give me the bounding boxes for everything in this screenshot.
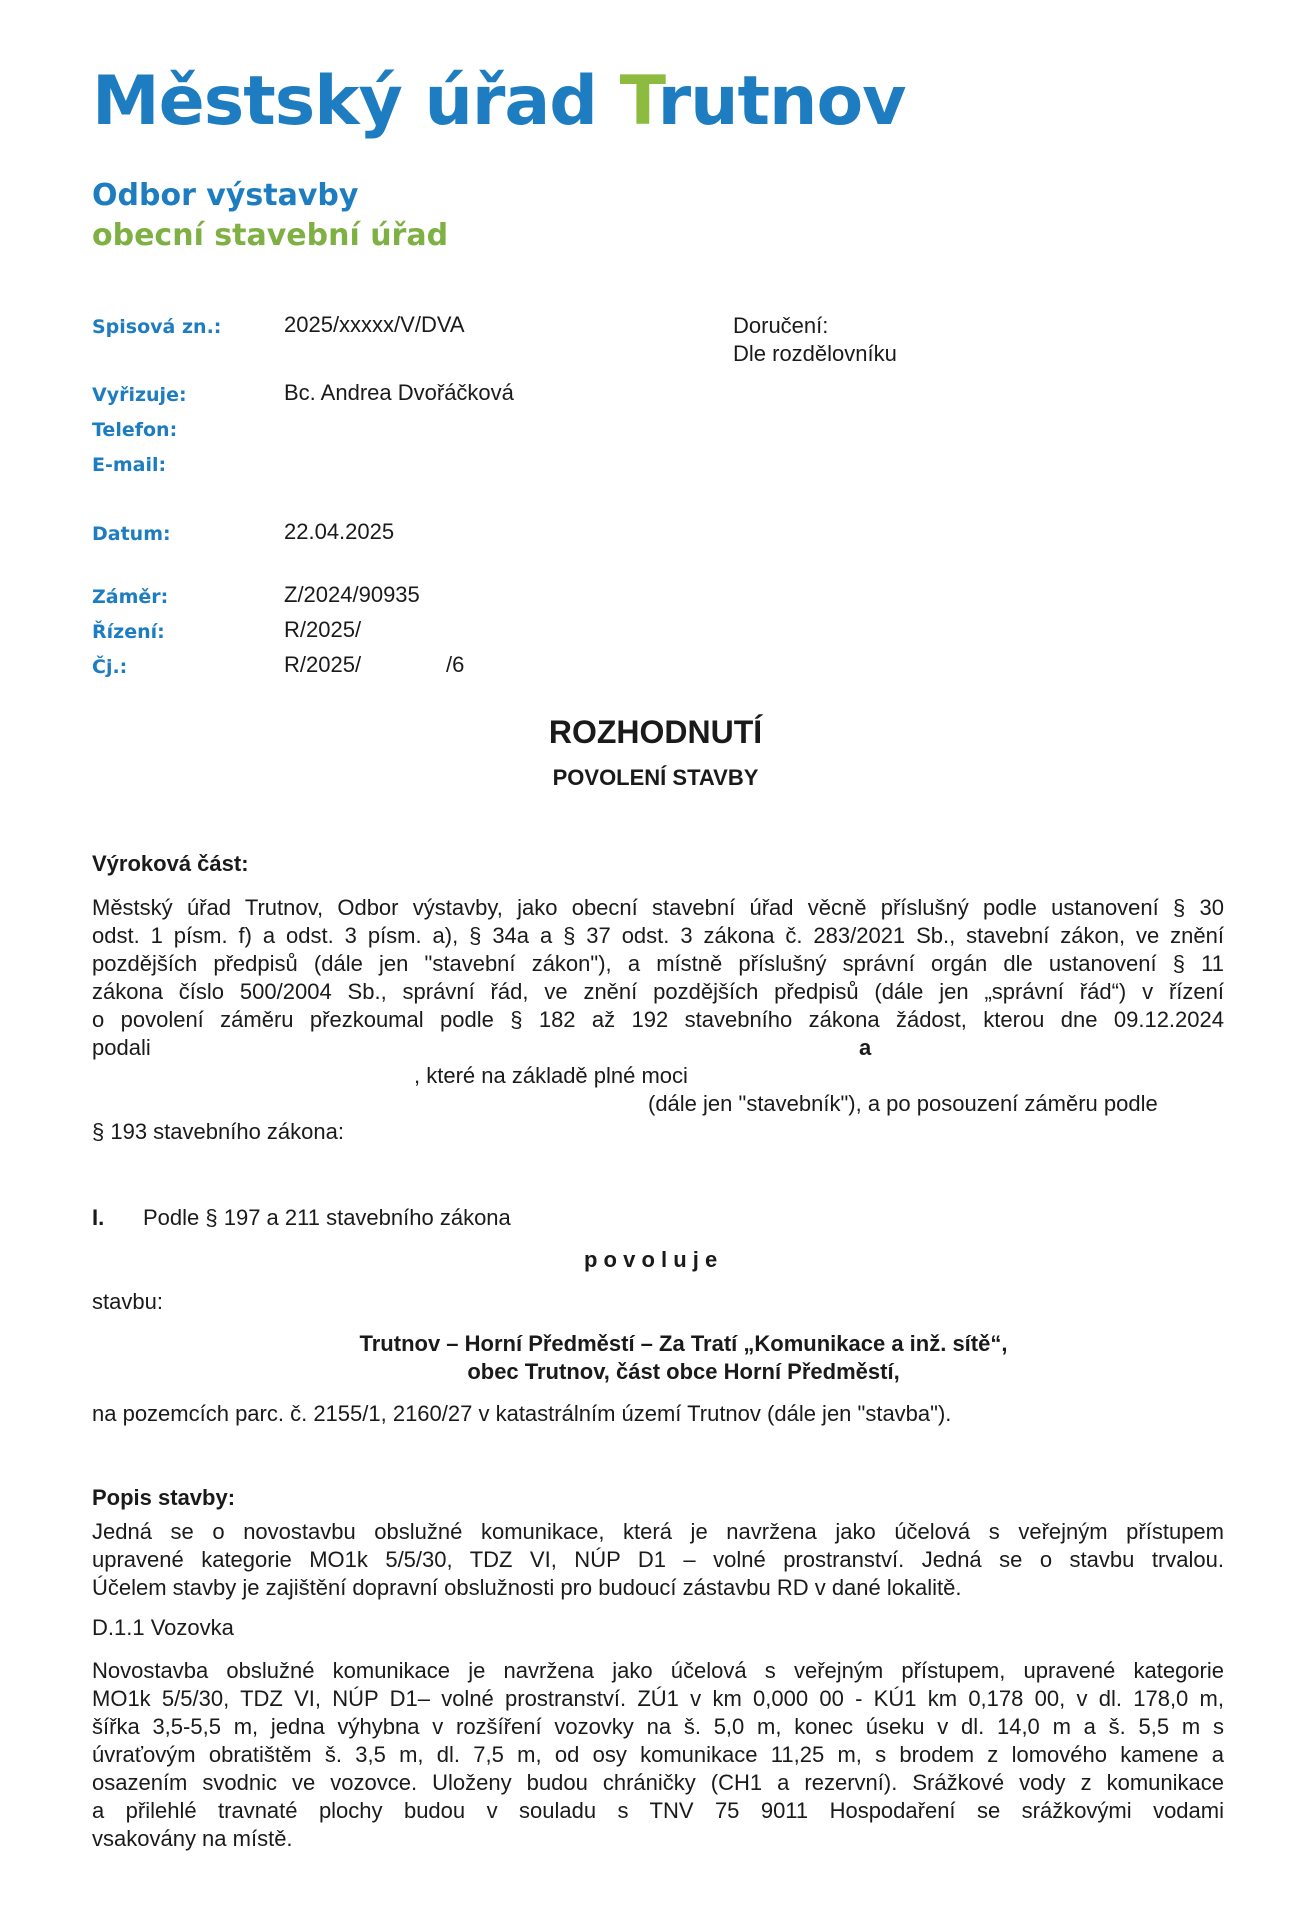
file-number-value: 2025/xxxxx/V/DVA — [284, 312, 465, 337]
document-title: ROZHODNUTÍ — [548, 714, 763, 750]
delivery-block — [733, 312, 897, 368]
delivery-value: Dle rozdělovníku — [733, 341, 897, 366]
verdict-line: Městský úřad Trutnov, Odbor výstavby, jako obecní stavební úřad věcně příslušný podle ustanovení § 30 — [92, 895, 1224, 920]
logo-text-main: Městský úřad — [92, 62, 620, 141]
logo-letter-t: T — [619, 62, 658, 141]
reference-value: R/2025/ — [284, 652, 362, 677]
department-name: Odbor výstavby — [92, 178, 359, 213]
section-number: I. — [92, 1205, 105, 1230]
verdict-line: o povolení záměru přezkoumal podle § 182 až 192 stavebního zákona žádost, kterou dne 09.12.2024 — [92, 1007, 1224, 1032]
verdict-paragraph — [92, 894, 1224, 1034]
verdict-line: zákona číslo 500/2004 Sb., správní řád, ve znění pozdějších předpisů (dále jen „správní řád“) v řízení — [92, 979, 1224, 1004]
description-heading: Popis stavby: — [92, 1485, 236, 1510]
subdepartment-name: obecní stavební úřad — [92, 218, 449, 253]
description-line: MO1k 5/5/30, TDZ VI, NÚP D1– volné prostranství. ZÚ1 v km 0,000 00 - KÚ1 km 0,178 00, v dl. 178,0 m, — [92, 1686, 1224, 1711]
phone-label: Telefon: — [92, 419, 178, 441]
reference-suffix: /6 — [446, 652, 465, 677]
intent-label: Záměr: — [92, 586, 169, 608]
description-line: upravené kategorie MO1k 5/5/30, TDZ VI, NÚP D1 – volné prostranství. Jedná se o stavbu trvalou. — [92, 1547, 1224, 1572]
handler-label: Vyřizuje: — [92, 384, 187, 406]
description-line: úvraťovým obratištěm š. 3,5 m, dl. 7,5 m, od osy komunikace 11,25 m, s brodem z lomového kamene a — [92, 1742, 1224, 1767]
email-label: E-mail: — [92, 454, 167, 476]
verdict-a: a — [859, 1035, 872, 1060]
proceeding-label: Řízení: — [92, 621, 165, 643]
verdict-heading: Výroková část: — [92, 851, 249, 876]
description-line: vsakovány na místě. — [92, 1826, 293, 1851]
verdict-last-line: § 193 stavebního zákona: — [92, 1119, 344, 1144]
file-number-label: Spisová zn.: — [92, 316, 222, 338]
description-line: osazením svodnic ve vozovce. Uloženy budou chráničky (CH1 a rezervní). Srážkové vody z komunikace — [92, 1770, 1224, 1795]
section-text: Podle § 197 a 211 stavebního zákona — [143, 1205, 511, 1230]
description-line: a přilehlé travnaté plochy budou v souladu s TNV 75 9011 Hospodaření se srážkovými vodami — [92, 1798, 1224, 1823]
parcels-text: na pozemcích parc. č. 2155/1, 2160/27 v katastrálním území Trutnov (dále jen "stavba"). — [92, 1401, 952, 1426]
date-label: Datum: — [92, 523, 171, 545]
subsection-heading: D.1.1 Vozovka — [92, 1615, 234, 1640]
description-line: Novostavba obslužné komunikace je navržena jako účelová s veřejným přístupem, upravené kategorie — [92, 1658, 1224, 1683]
description-line: Účelem stavby je zajištění dopravní obslužnosti pro budoucí zástavbu RD v dané lokalitě. — [92, 1575, 962, 1600]
building-label: stavbu: — [92, 1289, 163, 1314]
handler-value: Bc. Andrea Dvořáčková — [284, 380, 514, 405]
description-line: šířka 3,5-5,5 m, jedna výhybna v rozšíření vozovky na š. 5,0 m, konec úseku v dl. 14,0 m a š. 5,5 m s — [92, 1714, 1224, 1739]
verdict-podali: podali — [92, 1035, 151, 1060]
description-paragraph-2 — [92, 1657, 1224, 1853]
verdict-line: pozdějších předpisů (dále jen "stavební zákon"), a místně příslušný správní orgán dle ustanovení § 11 — [92, 951, 1224, 976]
department-header — [92, 176, 448, 256]
description-line: Jedná se o novostavbu obslužné komunikace, která je navržena jako účelová s veřejným přístupem — [92, 1519, 1224, 1544]
project-name: Trutnov – Horní Předměstí – Za Tratí „Komunikace a inž. sítě“, — [359, 1331, 1008, 1356]
proceeding-value: R/2025/ — [284, 617, 362, 642]
delivery-label: Doručení: — [733, 313, 829, 338]
logo-text-end: rutnov — [657, 62, 906, 141]
permits-word: p o v o l u j e — [584, 1247, 718, 1272]
office-logo — [92, 62, 905, 142]
reference-label: Čj.: — [92, 656, 128, 678]
verdict-line: odst. 1 písm. f) a odst. 3 písm. a), § 34a a § 37 odst. 3 zákona č. 283/2021 Sb., stavební zákon, ve znění — [92, 923, 1224, 948]
document-subtitle: POVOLENÍ STAVBY — [552, 765, 759, 790]
description-paragraph-1 — [92, 1518, 1224, 1602]
date-value: 22.04.2025 — [284, 519, 395, 544]
project-location: obec Trutnov, část obce Horní Předměstí, — [467, 1359, 900, 1384]
intent-value: Z/2024/90935 — [284, 582, 420, 607]
verdict-builder: (dále jen "stavebník"), a po posouzení záměru podle — [648, 1091, 1158, 1116]
verdict-power-of-attorney: , které na základě plné moci — [414, 1063, 688, 1088]
